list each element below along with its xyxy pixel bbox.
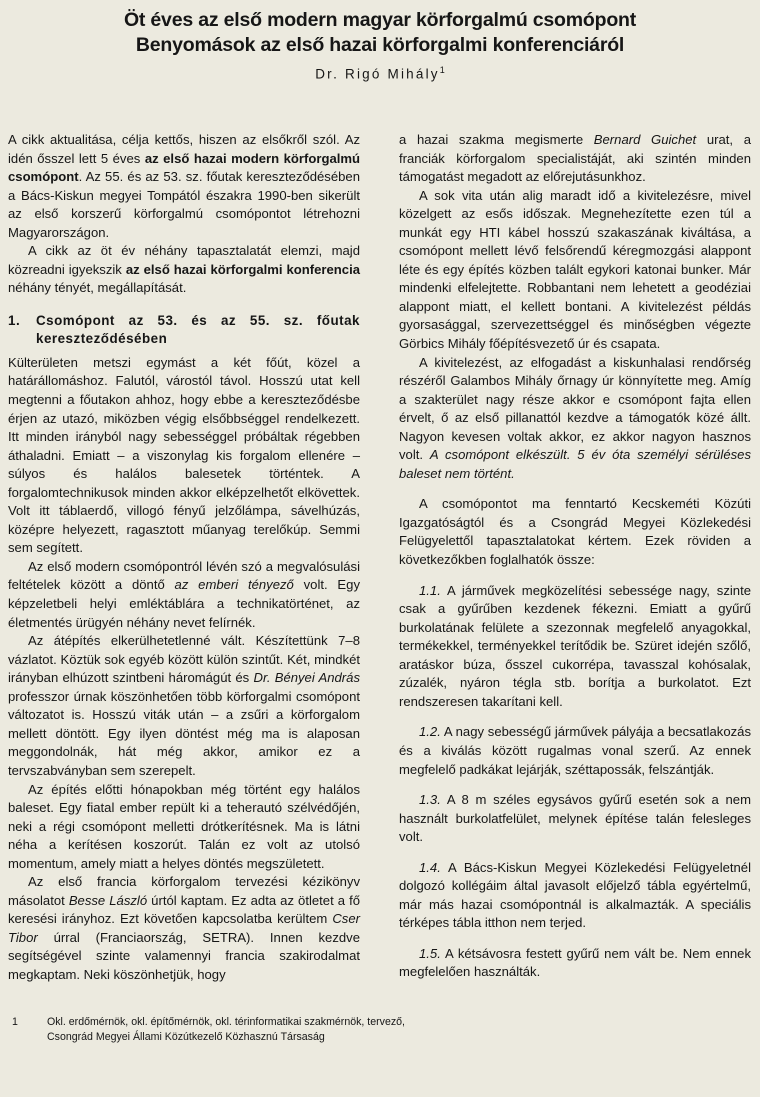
list-item-number: 1.3. [419, 792, 441, 808]
text-run: professzor úrnak köszönhetően több körforgalmi csomópont változatot is. Hosszú viták után – a zsűri a körforgalom mellett döntött. Egy ilyen döntést még ma is alaposan meggondolnák, hát még akkor, amikor ez a tervszabványban sem szerepelt. [8, 688, 360, 778]
text-run: a hazai szakma megismerte [399, 132, 594, 147]
paragraph-french-manual [8, 873, 360, 984]
text-run: néhány tényét, megállapítását. [8, 280, 187, 296]
text-run: volt. Egy képzeletbeli helyi emléktáblára a technikatörténet, az életmentés ürügyén néhány nevet felírnék. [8, 577, 360, 630]
list-item [399, 582, 751, 712]
italic-run: Dr. Bényei András [253, 670, 361, 686]
bold-run: az első hazai körforgalmi konferencia [125, 261, 360, 277]
italic-run: Besse László [68, 892, 148, 908]
italic-run: az emberi tényező [174, 577, 294, 593]
paragraph-aim [8, 242, 360, 298]
text-run: Az első modern csomópontról lévén szó a megvalósulási feltételek között a döntő [8, 558, 360, 593]
list-item-number: 1.2. [419, 724, 441, 740]
text-run: Az első francia körforgalom tervezési kézikönyv másolatot [8, 874, 360, 908]
list-item-number: 1.1. [419, 582, 441, 598]
author-name: Dr. Rigó Mihály [315, 66, 440, 82]
paragraph-location: Külterületen metszi egymást a két főút, közel a határállomáshoz. Falutól, várostól távol. Hosszú utat kell megtenni a főutakon ahhoz, hogy ebbe a kereszteződésbe érjen az utazó, miközben végig elsőbbséggel rendelkezett. Itt minden irányból nagy sebességgel próbáltak régebben áthaladni. Emiatt – a viszonylag kis forgalom ellenére – súlyos és halálos balesetek történtek. A forgalomtechnikusok minden akkor elképzelhetőt elkövettek. Volt itt táblaerdő, villogó fényű jelzőlámpa, sávelhúzás, középre helyezett, ragasztott műanyag terelőkúp. Semmi sem segített. [8, 354, 360, 556]
left-column [8, 131, 360, 985]
paragraph-police [399, 354, 751, 484]
right-column [399, 131, 751, 982]
text-run: Az átépítés elkerülhetetlenné vált. Készítettünk 7–8 vázlatot. Köztük sok egyéb között külön szintűt. Két, mindkét irányban elhúzott szintbeni háromágút és [8, 633, 360, 686]
text-run: urat, a franciák körforgalom specialistáját, aki szintén minden támogatást megadott az előrejutásunkhoz. [399, 132, 751, 185]
list-item-number: 1.5. [419, 945, 441, 961]
paragraph-rebuild [8, 632, 360, 780]
footnote-text [47, 1015, 747, 1045]
italic-run: Bernard Guichet [593, 132, 697, 147]
section-heading [8, 312, 360, 348]
text-run: A cikk aktualitása, célja kettős, hiszen az elsőkről szól. Az idén ősszel lett 5 éves [8, 132, 360, 166]
list-item-text: A kétsávosra festett gyűrű nem vált be. Nem ennek megfelelően használták. [399, 945, 751, 980]
list-item [399, 791, 751, 847]
paragraph-intro [8, 131, 360, 242]
paragraph-construction: A sok vita után alig maradt idő a kivitelezésre, mivel közelgett az esős időszak. Megnehezítette ezen túl a munkát egy HTI kábel hosszú szakaszának kiváltása, a csomópont mellett lévő felsőrendű kéregmozgási alappont léte és egy építés közben talált egykori katonai bunker. Már mindenki elfelejtette. Robbantani nem lehetett a geodéziai alappont miatt, el kellett bontani. A kivitelezést példás gyorsasággal, szervezettséggel és minőségben végezte Görbics Mihály főépítésvezető úr és csapata. [399, 187, 751, 352]
list-item [399, 945, 751, 982]
section-number: 1. [8, 312, 21, 328]
paragraph-human-factor [8, 558, 360, 632]
text-run: úrtól kaptam. Ez adta az ötletet a fő keresési irányhoz. Ezt követően kapcsolatba kerültem [8, 892, 361, 927]
article-header [0, 8, 760, 82]
list-item-text: A Bács-Kiskun Megyei Közlekedési Felügyeletnél dolgozó kollégáim által javasolt előjelző tábla egyértelmű, már más hazai csomópontnál is alkalmazták. A speciális térképes tábla itthon nem terjed. [399, 859, 751, 931]
author-footnote-mark: 1 [439, 65, 445, 75]
bold-run: az első hazai modern körforgalmú csomópont [8, 150, 361, 185]
title-line-2: Benyomások az első hazai körforgalmi konferenciáról [135, 34, 625, 56]
paragraph-accident: Az építés előtti hónapokban még történt egy halálos baleset. Egy fiatal ember repült ki a teherautó szélvédőjén, neki a régi csomópont melletti drótkerítésnek. Ma is látni néha a kerítésen koszorút. Talán ez volt az utolsó momentum, amely miatt a helyes döntés megszületett. [8, 781, 360, 871]
italic-run: Cser Tibor [8, 911, 360, 945]
section-title: Csomópont az 53. és az 55. sz. főutak kereszteződésében [36, 312, 360, 346]
list-item-text: A 8 m széles egysávos gyűrű esetén sok a nem használt burkolatfelület, melynek építése talán felesleges volt. [399, 792, 751, 845]
article-title [0, 8, 760, 58]
footnote-line-2: Csongrád Megyei Állami Közútkezelő Közhasznú Társaság [47, 1031, 325, 1043]
italic-run: A csomópont elkészült. 5 év óta személyi sérüléses baleset nem történt. [399, 447, 752, 481]
text-run: A kivitelezést, az elfogadást a kiskunhalasi rendőrség részéről Galambos Mihály őrnagy úr könnyítette meg. Amíg a szakterület nagy része akkor e csomópont fajta ellen érvelt, ő az első pillanattól kezdve a támogatók közé állt. Nagyon kevesen voltak akkor, ez akkor nagyon hasznos volt. [399, 354, 751, 463]
text-run: A cikk az öt év néhány tapasztalatát elemzi, majd közreadni igyekszik [8, 243, 360, 277]
paragraph-guichet [399, 131, 751, 187]
list-item [399, 723, 751, 779]
list-item-text: A járművek megközelítési sebessége nagy, szinte csak a gyűrűben kezdenek fékezni. Emiatt a gyűrű burkolatának felülete a szezonnak megfelelő anyagokkal, termékekkel, terményekkel terítődik be. Szüret idején szőlő, aratáskor búza, ősszel cukorrépa, tavasszal kohósalak, zúzalék, nyáron tégla stb. borítja a burkolatot. Ezt rendszeresen takarítani kell. [399, 582, 751, 709]
footnote-line-1: Okl. erdőmérnök, okl. építőmérnök, okl. térinformatikai szakmérnök, tervező, [47, 1016, 405, 1028]
title-line-1: Öt éves az első modern magyar körforgalmú csomópont [123, 9, 637, 31]
footnote-mark: 1 [12, 1016, 18, 1028]
paragraph-experiences: A csomópontot ma fenntartó Kecskeméti Közúti Igazgatóságtól és a Csongrád Megyei Közlekedési Felügyelettől tapasztalatokat kértem. Ezek röviden a következőkben foglalhatók össze: [399, 496, 751, 568]
list-item-number: 1.4. [419, 859, 441, 875]
author-line [0, 65, 760, 82]
text-run: . Az 55. és az 53. sz. főutak kereszteződésében a Bács-Kiskun megyei Tompától északra 1990-ben sikerült az első korszerű körforgalmú csomópontot létrehozni Magyarországon. [8, 169, 360, 240]
text-run: úrral (Franciaország, SETRA). Innen kezdve segítségével szinte valamennyi francia szakirodalmat megkaptam. Neki köszönhetjük, hogy [8, 929, 360, 982]
list-item [399, 859, 751, 933]
list-item-text: A nagy sebességű járművek pályája a becsatlakozás és a kiválás között rugalmas vonal szerű. Az ennek megfelelő padkákat lejárják, széttapossák, felszántják. [399, 724, 751, 777]
